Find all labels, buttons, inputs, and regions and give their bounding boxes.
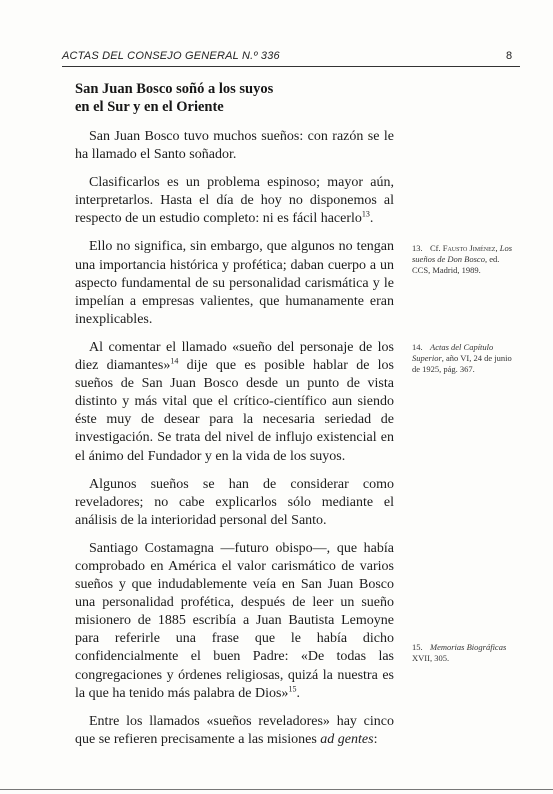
body-text xyxy=(75,128,394,749)
header-rule xyxy=(62,66,520,67)
paragraph-5-text: Algunos sueños se han de considerar como reveladores; no cabe explicarlos sólo mediante el análisis de la interioridad personal del Santo. xyxy=(75,476,394,528)
footnote-13-author: Fausto Jiménez xyxy=(442,243,496,253)
paragraph-7-italic: ad gentes xyxy=(320,731,374,747)
footnote-13-prefix: Cf. xyxy=(430,243,443,253)
section-title xyxy=(75,80,405,116)
footnote-15-title: Memorias Biográficas xyxy=(430,642,507,652)
paragraph-1-text: San Juan Bosco tuvo muchos sueños: con razón se le ha llamado el Santo soñador. xyxy=(75,129,394,163)
paragraph-2-text: Clasificarlos es un problema espinoso; mayor aún, interpretarlos. Hasta el día de hoy no disponemos al respecto de un estudio completo: ni es fácil hacerlo xyxy=(75,175,394,227)
paragraph-3-text: Ello no significa, sin embargo, que algunos no tengan una importancia histórica y profética; daban cuerpo a un aspecto fundamental de su personalidad carismática y le impelían a empresas valientes, que humanamente eran inexplicables. xyxy=(75,239,394,327)
paragraph-5 xyxy=(75,476,394,530)
footnote-13-title: Los sueños de Don Bosco xyxy=(412,243,513,264)
footnote-14-rest: , año VI, 24 de junio de 1925, pág. 367. xyxy=(412,353,512,374)
paragraph-7-end: : xyxy=(373,731,378,747)
footnote-13-sep: , xyxy=(495,243,500,253)
running-header: ACTAS DEL CONSEJO GENERAL N.º 336 xyxy=(62,50,280,62)
paragraph-2-end: . xyxy=(369,211,374,227)
footnote-13-number: 13. xyxy=(412,243,423,253)
footnote-ref-15: 15 xyxy=(288,683,297,693)
paragraph-6-text: Santiago Costamagna —futuro obispo—, que había comprobado en América el valor carismático de varios sueños y que indudablemente veía en San Juan Bosco una personalidad profética, después de leer un sueño misionero de 1885 escribía a Juan Bautista Lemoyne para referirle una frase que le había dicho confidencialmente el buen Padre: «De todas las congregaciones y órdenes religiosas, quizá la nuestra es la que ha tenido más palabra de Dios» xyxy=(75,540,394,701)
section-title-line-2: en el Sur y en el Oriente xyxy=(75,99,224,115)
paragraph-6-end: . xyxy=(296,685,300,701)
paragraph-3 xyxy=(75,238,394,328)
paragraph-4-text-a: Al comentar el llamado «sueño del personaje de los diez diamantes» xyxy=(75,339,394,374)
footnote-ref-13: 13 xyxy=(361,209,370,219)
page-number: 8 xyxy=(506,50,513,62)
footnote-13 xyxy=(412,243,518,276)
paragraph-4 xyxy=(75,339,394,466)
footnote-14 xyxy=(412,342,518,375)
paragraph-4-text-b: dije que es posible hablar de los sueños de San Juan Bosco desde un punto de vista distinto y más vital que el crítico-científico aun siendo éste muy de desear para la necesaria seriedad de investigación. Se trata del nivel de influjo existencial en el ánimo del Fundador y en la vida de los suyos. xyxy=(75,358,395,464)
footnote-14-number: 14. xyxy=(412,342,423,352)
paragraph-7 xyxy=(75,713,394,749)
footnote-15 xyxy=(412,642,518,664)
footnote-ref-14: 14 xyxy=(170,356,179,366)
paragraph-2 xyxy=(75,174,394,228)
footnote-15-number: 15. xyxy=(412,642,423,652)
paragraph-1 xyxy=(75,128,394,164)
footnote-15-rest: XVII, 305. xyxy=(412,653,450,663)
bottom-edge-rule xyxy=(0,789,553,790)
paragraph-6 xyxy=(75,540,394,703)
footnote-14-title: Actas del Capítulo Superior xyxy=(412,342,494,363)
section-title-line-1: San Juan Bosco soñó a los suyos xyxy=(75,81,274,97)
paragraph-7-text: Entre los llamados «sueños reveladores» hay cinco que se refieren precisamente a las misiones xyxy=(75,713,394,747)
footnote-13-rest: , ed. CCS, Madrid, 1989. xyxy=(412,254,500,275)
